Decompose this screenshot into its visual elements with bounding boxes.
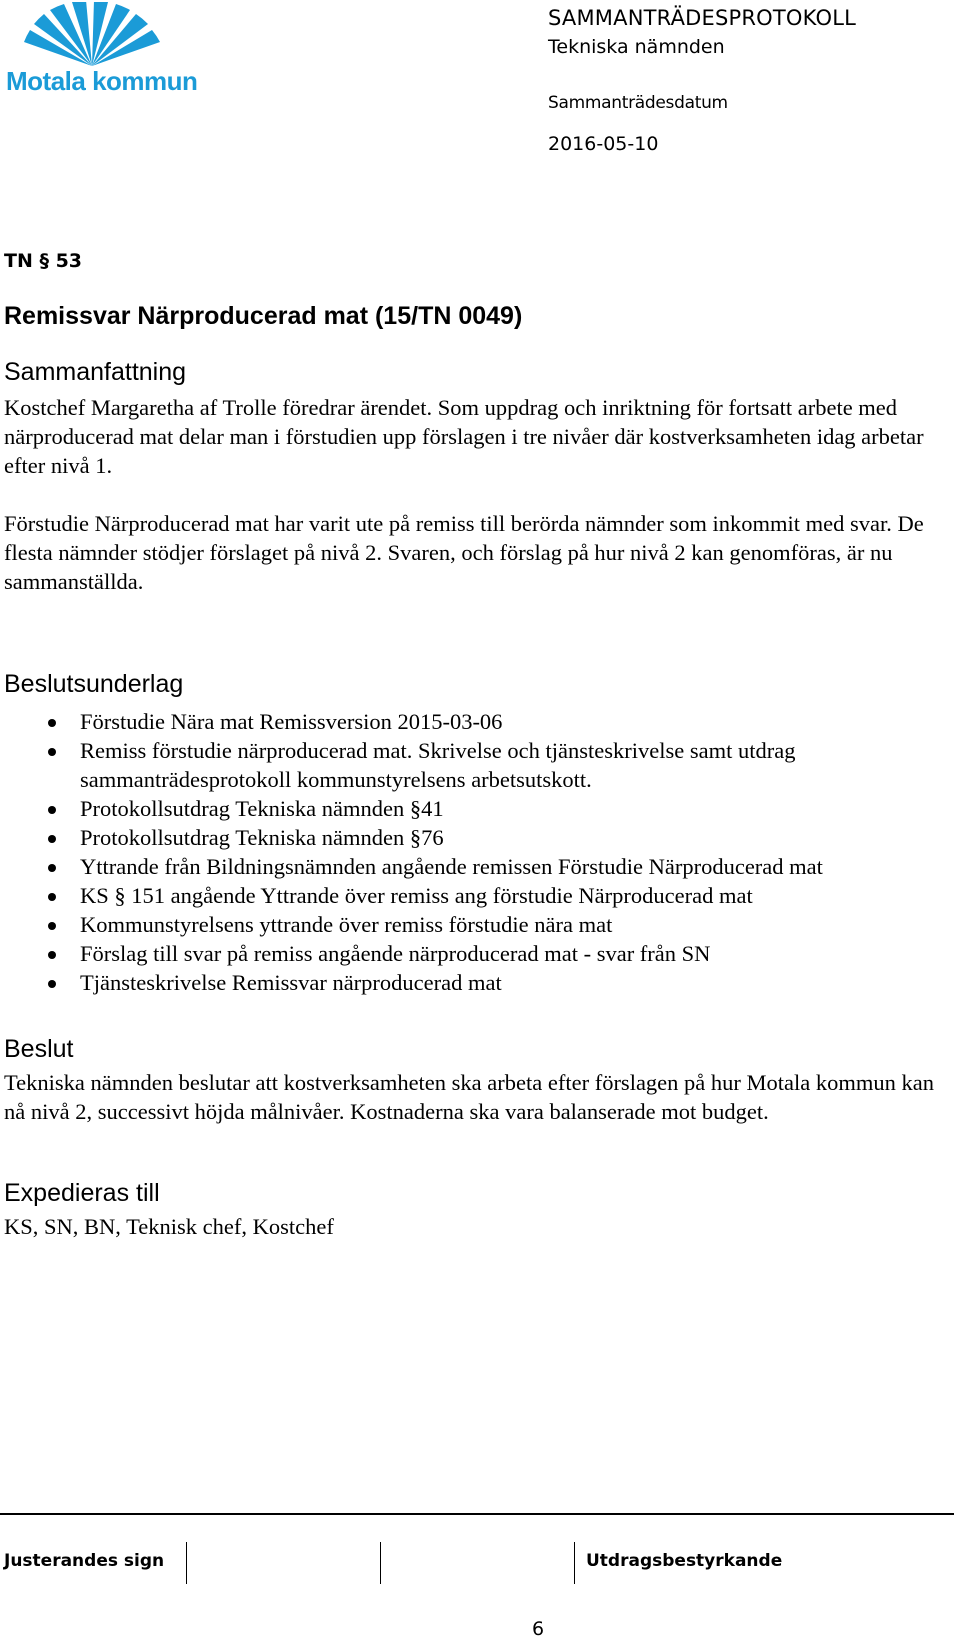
basis-list [4, 707, 949, 997]
basis-list-item: Förslag till svar på remiss angående närproducerad mat - svar från SN [4, 939, 949, 968]
meeting-date: 2016-05-10 [548, 133, 659, 155]
footer-divider [0, 1513, 954, 1515]
section-number: TN § 53 [4, 250, 83, 272]
signature-box-divider [574, 1542, 575, 1584]
page-number: 6 [532, 1618, 545, 1640]
summary-heading: Sammanfattning [4, 358, 187, 386]
meeting-date-label: Sammanträdesdatum [548, 93, 728, 113]
basis-list-item: Tjänsteskrivelse Remissvar närproducerad mat [4, 968, 949, 997]
summary-paragraph: Förstudie Närproducerad mat har varit ute på remiss till berörda nämnder som inkommit med svar. De flesta nämnder stödjer förslaget på nivå 2. Svaren, och förslag på hur nivå 2 kan genomföras, är nu sammanställda. [4, 511, 924, 594]
signature-box-divider [380, 1542, 381, 1584]
signature-label: Justerandes sign [4, 1551, 165, 1571]
decision-heading: Beslut [4, 1035, 74, 1063]
case-title: Remissvar Närproducerad mat (15/TN 0049) [4, 302, 523, 330]
basis-list-item: Protokollsutdrag Tekniska nämnden §76 [4, 823, 949, 852]
fan-emblem-icon [4, 2, 179, 68]
decision-text: Tekniska nämnden beslutar att kostverksamheten ska arbeta efter förslagen på hur Motala kommun kan nå nivå 2, successivt höjda målnivåer. Kostnaderna ska vara balanserade mot budget. [4, 1070, 934, 1124]
board-name: Tekniska nämnden [548, 36, 725, 58]
basis-list-item: KS § 151 angående Yttrande över remiss ang förstudie Närproducerad mat [4, 881, 949, 910]
basis-list-item: Kommunstyrelsens yttrande över remiss förstudie nära mat [4, 910, 949, 939]
protocol-title: SAMMANTRÄDESPROTOKOLL [548, 6, 856, 30]
basis-list-item: Protokollsutdrag Tekniska nämnden §41 [4, 794, 949, 823]
logo-wordmark: Motala kommun [6, 66, 198, 96]
basis-list-item: Remiss förstudie närproducerad mat. Skrivelse och tjänsteskrivelse samt utdrag sammanträdesprotokoll kommunstyrelsens arbetsutskott. [4, 736, 949, 794]
motala-logo [4, 2, 198, 97]
signature-box-divider [186, 1542, 187, 1584]
sent-to-text: KS, SN, BN, Teknisk chef, Kostchef [4, 1214, 334, 1239]
basis-heading: Beslutsunderlag [4, 670, 184, 698]
basis-list-item: Yttrande från Bildningsnämnden angående remissen Förstudie Närproducerad mat [4, 852, 949, 881]
summary-paragraph: Kostchef Margaretha af Trolle föredrar ärendet. Som uppdrag och inriktning för fortsatt arbete med närproducerad mat delar man i förstudien upp förslagen i tre nivåer där kostverksamheten idag arbetar efter nivå 1. [4, 395, 924, 478]
sent-to-heading: Expedieras till [4, 1179, 160, 1207]
certification-label: Utdragsbestyrkande [586, 1551, 783, 1571]
basis-list-item: Förstudie Nära mat Remissversion 2015-03-06 [4, 707, 949, 736]
